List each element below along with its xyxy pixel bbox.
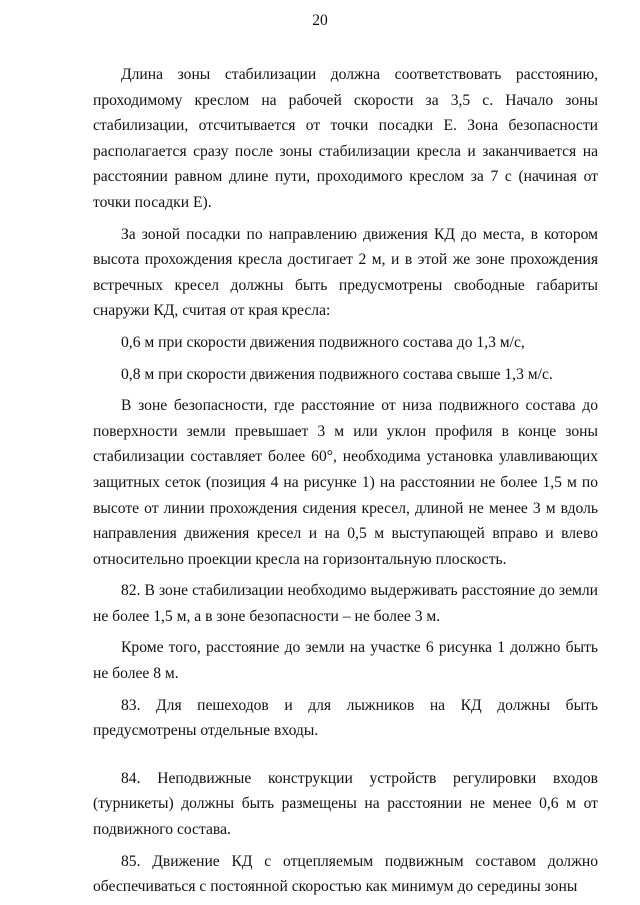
document-body xyxy=(93,62,598,900)
paragraph-safety-nets: В зоне безопасности, где расстояние от низа подвижного состава до поверхности земли превышает 3 м или уклон профиля в конце зоны стабилизации составляет более 60°, необходима установка улавливающих защитных сеток (позиция 4 на рисунке 1) на расстоянии не более 1,5 м по высоте от линии прохождения сидения кресел, длиной не менее 3 м вдоль направления движения кресел и на 0,5 м выступающей вправо и влево относительно проекции кресла на горизонтальную плоскость. xyxy=(93,397,598,568)
paragraph-stabilization-zone: Длина зоны стабилизации должна соответствовать расстоянию, проходимому креслом на рабочей скорости за 3,5 с. Начало зоны стабилизации, отсчитывается от точки посадки Е. Зона безопасности располагается сразу после зоны стабилизации кресла и заканчивается на расстоянии равном длине пути, проходимого креслом за 7 с (начиная от точки посадки Е). xyxy=(93,66,598,211)
paragraph-84-turnstiles: 84. Неподвижные конструкции устройств регулировки входов (турникеты) должны быть размещены на расстоянии не менее 0,6 м от подвижного состава. xyxy=(93,769,598,839)
paragraph-83-entrances: 83. Для пешеходов и для лыжников на КД должны быть предусмотрены отдельные входы. xyxy=(93,696,598,740)
paragraph-clearance-speed-high: 0,8 м при скорости движения подвижного состава свыше 1,3 м/с. xyxy=(121,365,553,383)
paragraph-85-movement: 85. Движение КД с отцепляемым подвижным составом должно обеспечиваться с постоянной скоростью как минимум до середины зоны xyxy=(93,852,598,896)
paragraph-82-ground-distance: 82. В зоне стабилизации необходимо выдерживать расстояние до земли не более 1,5 м, а в зоне безопасности – не более 3 м. xyxy=(93,582,598,625)
paragraph-section-6-distance: Кроме того, расстояние до земли на участке 6 рисунка 1 должно быть не более 8 м. xyxy=(93,639,598,683)
paragraph-clearance-speed-low: 0,6 м при скорости движения подвижного состава до 1,3 м/с, xyxy=(121,333,525,351)
page-number: 20 xyxy=(312,12,328,29)
paragraph-boarding-zone-clearance: За зоной посадки по направлению движения КД до места, в котором высота прохождения кресла достигает 2 м, и в этой же зоне прохождения встречных кресел должны быть предусмотрены свободные габариты снаружи КД, считая от края кресла: xyxy=(93,225,598,320)
